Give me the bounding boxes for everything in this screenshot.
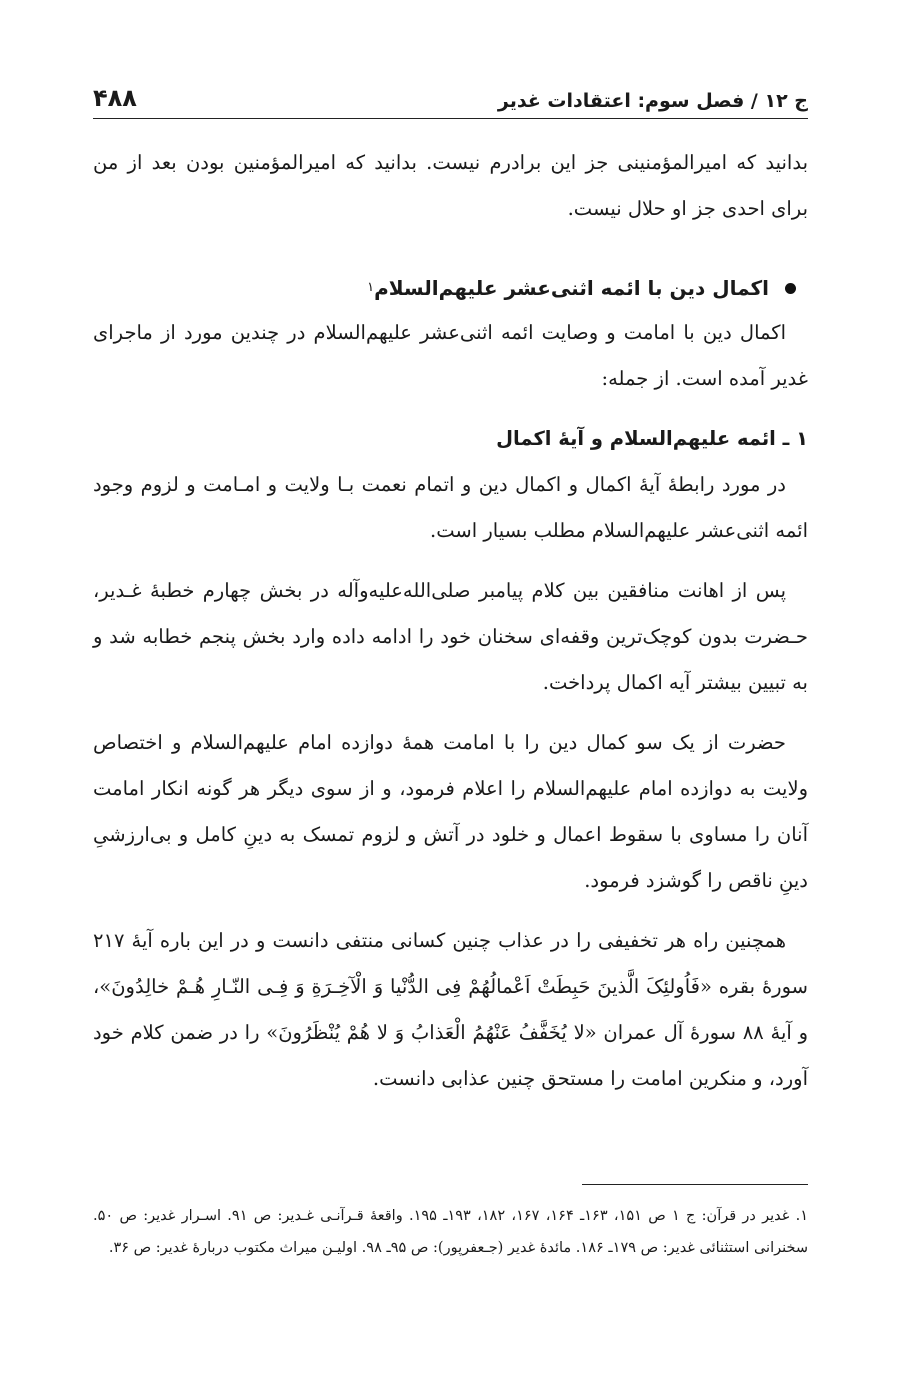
subsection-heading: ۱ ـ ائمه علیهم‌السلام و آیهٔ اکمال (496, 427, 808, 450)
paragraph: همچنین راه هر تخفیفی را در عذاب چنین کسانی منتفی دانست و در این باره آیهٔ ۲۱۷ سورهٔ بقره «فَاُولئِکَ الَّذینَ حَبِطَتْ اَعْمالُهُمْ فِی الدُّنْیا وَ الْآخِـرَةِ وَ فِـی النّـارِ هُـمْ خالِدُونَ»، و آیهٔ ۸۸ سورهٔ آل عمران «لا یُخَفَّفُ عَنْهُمُ الْعَذابُ وَ لا هُمْ یُنْظَرُونَ» را در ضمن کلام خود آورد، و منکرین امامت را مستحق چنین عذابی دانست. (93, 929, 808, 1090)
book-page (93, 0, 808, 1390)
running-head: ج ۱۲ / فصل سوم: اعتقادات غدیر (497, 90, 808, 112)
page-header (93, 72, 808, 119)
section-heading: اکمال دین با ائمه اثنی‌عشر علیهم‌السلام ۱ (93, 266, 808, 310)
footnotes (93, 1200, 808, 1264)
page-number: ۴۸۸ (93, 84, 137, 112)
intro-paragraph: بدانید که امیرالمؤمنینی جز این برادرم نیست. بدانید که امیرالمؤمنین بودن بعد از من برای احدی جز او حلال نیست. (93, 151, 808, 220)
paragraph: پس از اهانت منافقین بین کلام پیامبر صلی‌الله‌علیه‌وآله در بخش چهارم خطبهٔ غـدیر، حـضرت بدون کوچک‌ترین وقفه‌ای سخنان خود را ادامه داده وارد بخش پنجم خطابه شد و به تبیین بیشتر آیه اکمال پرداخت. (93, 579, 808, 694)
paragraph: حضرت از یک سو کمال دین را با امامت همهٔ دوازده امام علیهم‌السلام و اختصاص ولایت به دوازده امام علیهم‌السلام را اعلام فرمود، و از سوی دیگر هر گونه انکار امامت آنان را مساوی با سقوط اعمال و خلود در آتش و لزوم تمسک به دینِ کامل و بی‌ارزشیِ دینِ ناقص را گوشزد فرمود. (93, 731, 808, 892)
section-title: اکمال دین با ائمه اثنی‌عشر علیهم‌السلام (374, 276, 769, 300)
bullet-icon (785, 283, 796, 294)
section-paragraph: اکمال دین با امامت و وصایت ائمه اثنی‌عشر علیهم‌السلام در چندین مورد از ماجرای غدیر آمده است. از جمله: (93, 321, 808, 390)
main-content (93, 140, 808, 1102)
paragraph: در مورد رابطهٔ آیهٔ اکمال و اکمال دین و اتمام نعمت بـا ولایت و امـامت و لزوم وجود ائمه اثنی‌عشر علیهم‌السلام مطلب بسیار است. (93, 473, 808, 542)
footnote-divider (582, 1184, 808, 1185)
footnote: ۱. غدیر در قرآن: ج ۱ ص ۱۵۱، ۱۶۳ـ ۱۶۴، ۱۶۷، ۱۸۲، ۱۹۳ـ ۱۹۵. واقعهٔ قـرآنـی غـدیر: ص ۹۱. اسـرار غدیر: ص ۵۰. سخنرانی استثنائی غدیر: ص ۱۷۹ـ ۱۸۶. مائدهٔ غدیر (جـعفرپور): ص ۹۵ـ ۹۸. اولیـن میراث مکتوب دربارهٔ غدیر: ص ۳۶. (93, 1208, 809, 1256)
